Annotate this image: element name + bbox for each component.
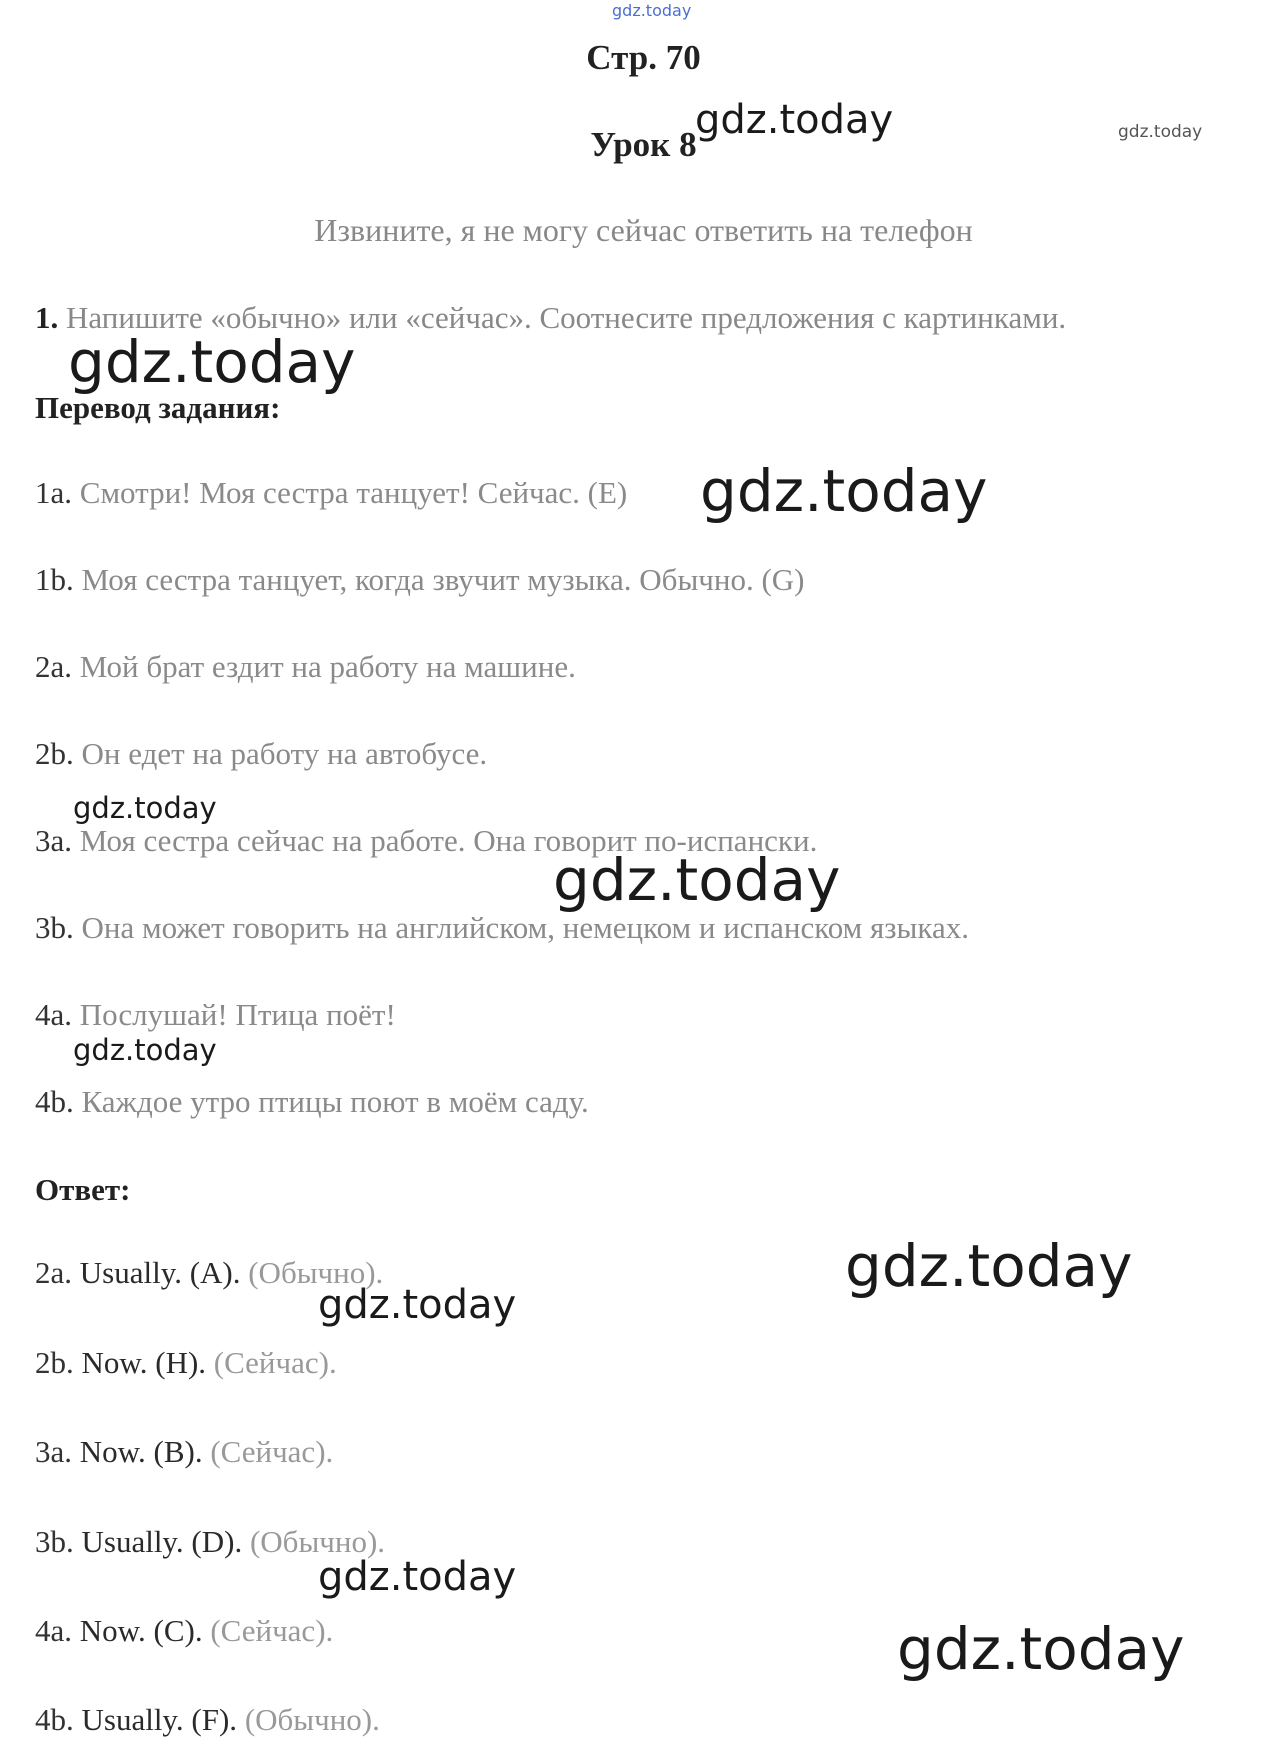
- watermark: gdz.today: [845, 1232, 1133, 1300]
- watermark: gdz.today: [318, 1554, 517, 1600]
- translation-line: [35, 475, 627, 511]
- watermark: gdz.today: [695, 97, 894, 143]
- line-label: 4a.: [35, 997, 73, 1032]
- watermark: gdz.today: [73, 1033, 217, 1067]
- page-number: Стр. 70: [586, 38, 701, 77]
- line-label: 4b.: [35, 1084, 74, 1119]
- translation-line: [35, 910, 969, 946]
- translation-line: [35, 649, 576, 685]
- line-label: 3b.: [35, 910, 74, 945]
- answer-russian: (Сейчас).: [210, 1613, 334, 1648]
- translation-line: [35, 736, 487, 772]
- line-label: 3a.: [35, 1434, 73, 1469]
- line-text: Моя сестра танцует, когда звучит музыка. Обычно. (G): [81, 562, 805, 597]
- line-text: Смотри! Моя сестра танцует! Сейчас. (E): [79, 475, 628, 510]
- translation-heading: Перевод задания:: [35, 390, 281, 425]
- answer-russian: (Обычно).: [249, 1524, 386, 1559]
- answer-heading: Ответ:: [35, 1172, 131, 1207]
- line-label: 4b.: [35, 1702, 74, 1737]
- answer-english: Usually. (F).: [81, 1702, 238, 1737]
- lesson-title: Урок 8: [590, 125, 697, 164]
- line-label: 3b.: [35, 1524, 74, 1559]
- translation-line: [35, 1084, 589, 1120]
- line-text: Каждое утро птицы поют в моём саду.: [81, 1084, 589, 1119]
- watermark: gdz.today: [318, 1282, 517, 1328]
- answer-russian: (Сейчас).: [213, 1345, 337, 1380]
- line-label: 2a.: [35, 649, 73, 684]
- line-label: 3a.: [35, 823, 73, 858]
- line-label: 4a.: [35, 1613, 73, 1648]
- answer-english: Now. (H).: [81, 1345, 207, 1380]
- answer-line: [35, 1345, 337, 1381]
- line-text: Послушай! Птица поёт!: [79, 997, 396, 1032]
- answer-line: [35, 1434, 333, 1470]
- answer-english: Usually. (A).: [79, 1255, 241, 1290]
- line-label: 1a.: [35, 475, 73, 510]
- line-label: 2b.: [35, 736, 74, 771]
- watermark: gdz.today: [1118, 122, 1203, 142]
- translation-line: [35, 562, 805, 598]
- watermark: gdz.today: [612, 1, 692, 20]
- lesson-subtitle: Извините, я не могу сейчас ответить на телефон: [314, 212, 973, 248]
- answer-line: [35, 1702, 380, 1738]
- answer-line: [35, 1613, 333, 1649]
- line-label: 2a.: [35, 1255, 73, 1290]
- line-text: Он едет на работу на автобусе.: [81, 736, 488, 771]
- watermark: gdz.today: [73, 791, 217, 825]
- answer-english: Now. (C).: [79, 1613, 203, 1648]
- watermark: gdz.today: [897, 1615, 1185, 1683]
- line-text: Она может говорить на английском, немецком и испанском языках.: [81, 910, 969, 945]
- answer-english: Usually. (D).: [81, 1524, 243, 1559]
- line-text: Моя сестра сейчас на работе. Она говорит по-испански.: [79, 823, 818, 858]
- answer-english: Now. (B).: [79, 1434, 203, 1469]
- task-number: 1.: [35, 300, 59, 335]
- answer-russian: (Обычно).: [244, 1702, 380, 1737]
- watermark: gdz.today: [700, 457, 988, 525]
- watermark: gdz.today: [553, 846, 841, 914]
- answer-russian: (Сейчас).: [210, 1434, 334, 1469]
- answer-russian: (Обычно).: [248, 1255, 384, 1290]
- line-label: 1b.: [35, 562, 74, 597]
- line-label: 2b.: [35, 1345, 74, 1380]
- translation-line: [35, 997, 396, 1033]
- watermark: gdz.today: [68, 328, 356, 396]
- line-text: Мой брат ездит на работу на машине.: [79, 649, 576, 684]
- task-text: Напишите «обычно» или «сейчас». Соотнесите предложения с картинками.: [66, 300, 1067, 335]
